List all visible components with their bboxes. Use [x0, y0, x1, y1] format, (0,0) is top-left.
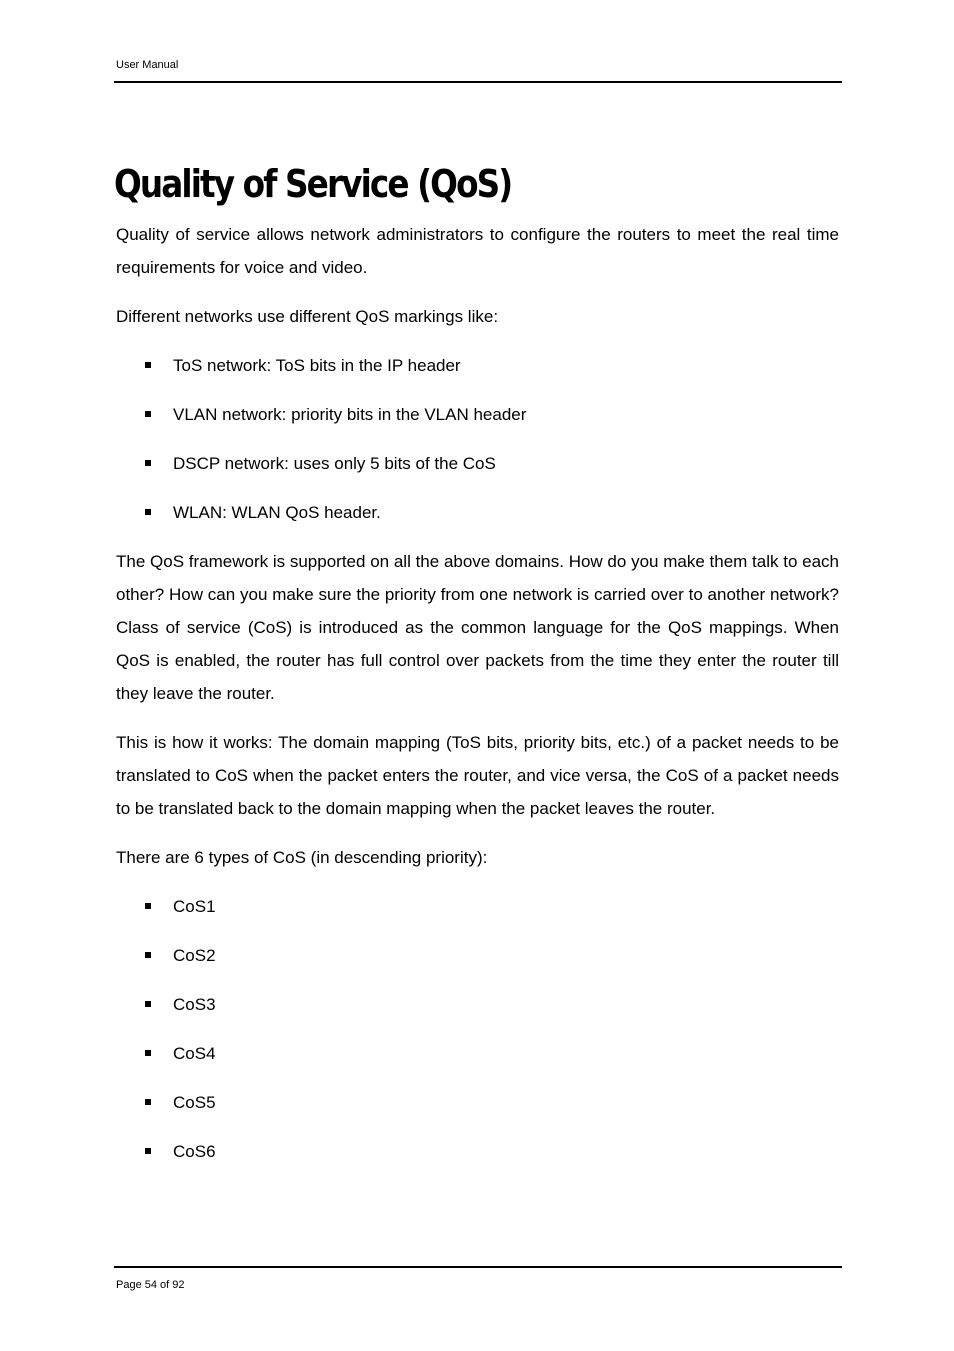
list-item-text: CoS4 [173, 1044, 216, 1063]
list-item-text: CoS2 [173, 946, 216, 965]
list-item-text: ToS network: ToS bits in the IP header [173, 356, 461, 375]
page-number: Page 54 of 92 [116, 1279, 185, 1291]
list-item [116, 1086, 839, 1119]
list-item-text: CoS3 [173, 995, 216, 1014]
list-item [116, 1037, 839, 1070]
markings-intro: Different networks use different QoS markings like: [116, 307, 499, 326]
list-item-text: DSCP network: uses only 5 bits of the CoS [173, 454, 496, 473]
footer-divider [114, 1266, 842, 1268]
list-item-text: VLAN network: priority bits in the VLAN header [173, 405, 527, 424]
markings-list [116, 349, 839, 529]
list-item [116, 890, 839, 923]
cos-list [116, 890, 839, 1168]
list-item [116, 398, 839, 431]
content [116, 218, 839, 1168]
header-divider [114, 81, 842, 83]
list-item [116, 447, 839, 480]
cos-types-intro: There are 6 types of CoS (in descending priority): [116, 848, 488, 867]
list-item-text: CoS6 [173, 1142, 216, 1161]
square-bullet-icon [145, 903, 151, 909]
square-bullet-icon [145, 1148, 151, 1154]
list-item-text: WLAN: WLAN QoS header. [173, 503, 381, 522]
list-item [116, 349, 839, 382]
square-bullet-icon [145, 460, 151, 466]
intro-paragraph: Quality of service allows network administrators to configure the routers to meet the real time requirements for voice and video. [116, 225, 839, 277]
square-bullet-icon [145, 411, 151, 417]
square-bullet-icon [145, 362, 151, 368]
square-bullet-icon [145, 1001, 151, 1007]
square-bullet-icon [145, 952, 151, 958]
how-it-works-paragraph: This is how it works: The domain mapping (ToS bits, priority bits, etc.) of a packet needs to be translated to CoS when the packet enters the router, and vice versa, the CoS of a packet needs to be translated back to the domain mapping when the packet leaves the router. [116, 733, 839, 818]
square-bullet-icon [145, 509, 151, 515]
list-item [116, 939, 839, 972]
square-bullet-icon [145, 1099, 151, 1105]
list-item [116, 1135, 839, 1168]
list-item-text: CoS5 [173, 1093, 216, 1112]
header-label: User Manual [116, 59, 179, 71]
list-item [116, 988, 839, 1021]
framework-paragraph: The QoS framework is supported on all the above domains. How do you make them talk to each other? How can you make sure the priority from one network is carried over to another network? Class of service (CoS) is introduced as the common language for the QoS mappings. When QoS is enabled, the router has full control over packets from the time they enter the router till they leave the router. [116, 552, 839, 703]
square-bullet-icon [145, 1050, 151, 1056]
list-item-text: CoS1 [173, 897, 216, 916]
list-item [116, 496, 839, 529]
page-title: Quality of Service (QoS) [114, 162, 512, 206]
